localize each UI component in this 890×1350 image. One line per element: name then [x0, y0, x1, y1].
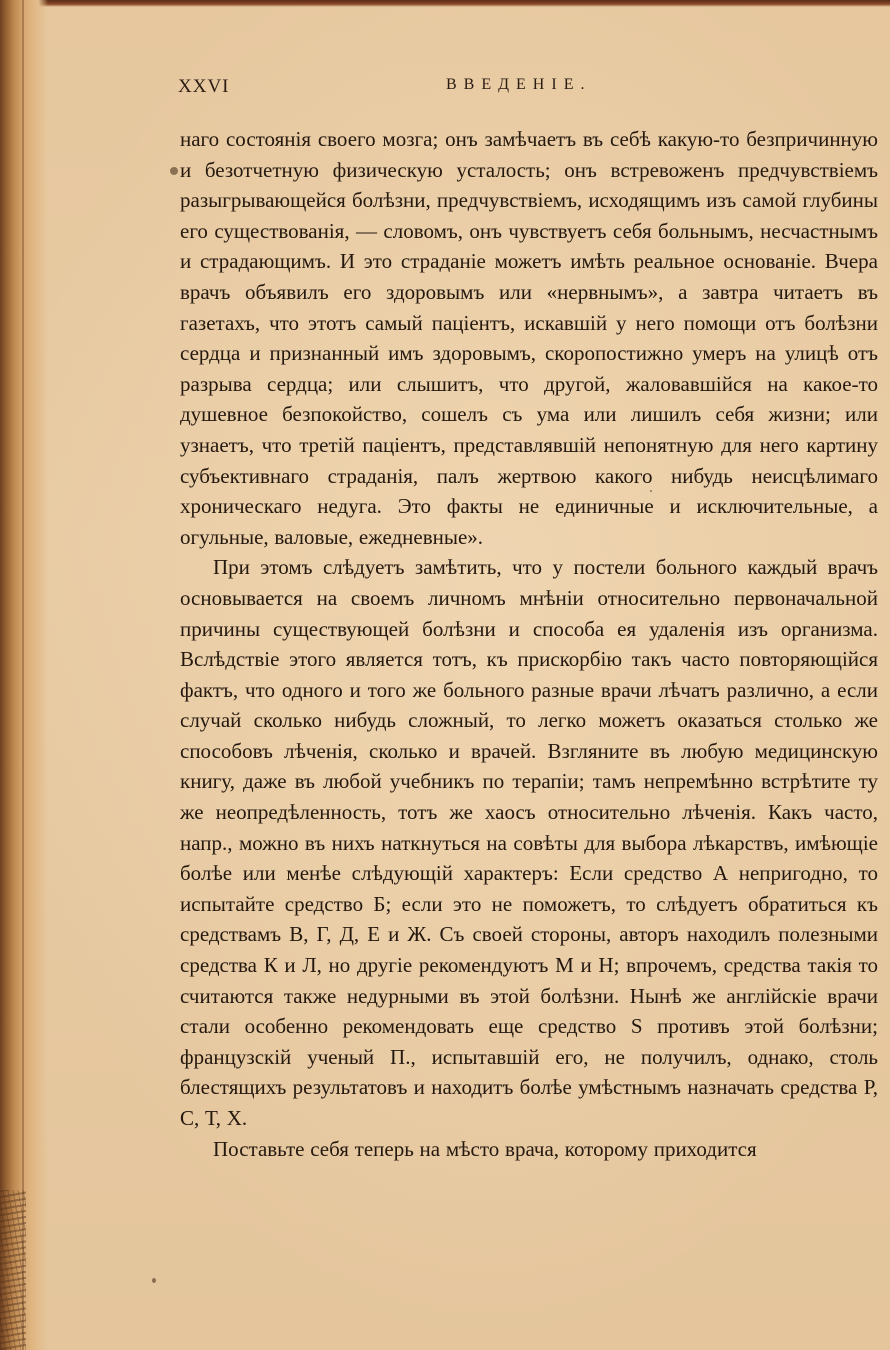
paragraph: При этомъ слѣдуетъ замѣтить, что у постели больного каждый врачъ основывается на своемъ личномъ мнѣніи относительно первоначальной причины существующей болѣзни и способа ея удаленія изъ организма. Вслѣдствіе этого является тотъ, къ прискорбію такъ часто повторяющійся фактъ, что одного и того же больного разные врачи лѣчатъ различно, а если случай сколько нибудь сложный, то легко можетъ оказаться столько же способовъ лѣченія, сколько и врачей. Взгляните въ любую медицинскую книгу, даже въ любой учебникъ по терапіи; тамъ непремѣнно встрѣтите ту же неопредѣленность, тотъ же хаосъ относительно лѣченія. Какъ часто, напр., можно въ нихъ наткнуться на совѣты для выбора лѣкарствъ, имѣющіе болѣе или менѣе слѣдующій характеръ: Если средство А непригодно, то испытайте средство Б; если это не поможетъ, то слѣдуетъ обратиться къ средствамъ В, Г, Д, Е и Ж. Съ своей стороны, авторъ находилъ полезными средства К и Л, но другіе рекомендуютъ М и Н; впрочемъ, средства такія то считаются также недурными въ этой болѣзни. Нынѣ же англійскіе врачи стали особенно рекомендовать еще средство S противъ этой болѣзни; французскій ученый П., испытавшій его, не получилъ, однако, столь блестящихъ результатовъ и находитъ болѣе умѣстнымъ назначать средства Р, С, Т, Х.: [180, 555, 878, 1130]
book-spine-shadow: [0, 0, 48, 1350]
paper-speck: [170, 167, 178, 175]
paper-speck: [650, 490, 652, 492]
body-text: [180, 124, 878, 1164]
spine-edge-line: [22, 0, 24, 1350]
paragraph-continued: наго состоянія своего мозга; онъ замѣчаетъ въ себѣ какую-то безпричинную и безотчетную физическую усталость; онъ встревоженъ предчувствіемъ разыгрывающейся болѣзни, предчувствіемъ, исходящимъ изъ самой глубины его существованія, — словомъ, онъ чувствуетъ себя больнымъ, несчастнымъ и страдающимъ. И это страданіе можетъ имѣть реальное основаніе. Вчера врачъ объявилъ его здоровымъ или «нервнымъ», а завтра читаетъ въ газетахъ, что этотъ самый паціентъ, искавшій у него помощи отъ болѣзни сердца и признанный имъ здоровымъ, скоропостижно умеръ на улицѣ отъ разрыва сердца; или слышитъ, что другой, жаловавшійся на какое-то душевное безпокойство, сошелъ съ ума или лишилъ себя жизни; или узнаетъ, что третій паціентъ, представлявшій непонятную для него картину субъективнаго страданія, палъ жертвою какого нибудь неисцѣлимаго хроническаго недуга. Это факты не единичные и исключительные, а огульные, валовые, ежедневные».: [180, 127, 878, 549]
spine-decoration: [0, 1190, 26, 1350]
paragraph: Поставьте себя теперь на мѣсто врача, которому приходится: [213, 1136, 757, 1161]
page-number: XXVI: [178, 76, 230, 97]
running-title: ВВЕДЕНІЕ.: [446, 76, 592, 93]
page-header: [178, 76, 698, 106]
paper-speck: [152, 1278, 156, 1283]
page-top-edge: [0, 0, 890, 7]
